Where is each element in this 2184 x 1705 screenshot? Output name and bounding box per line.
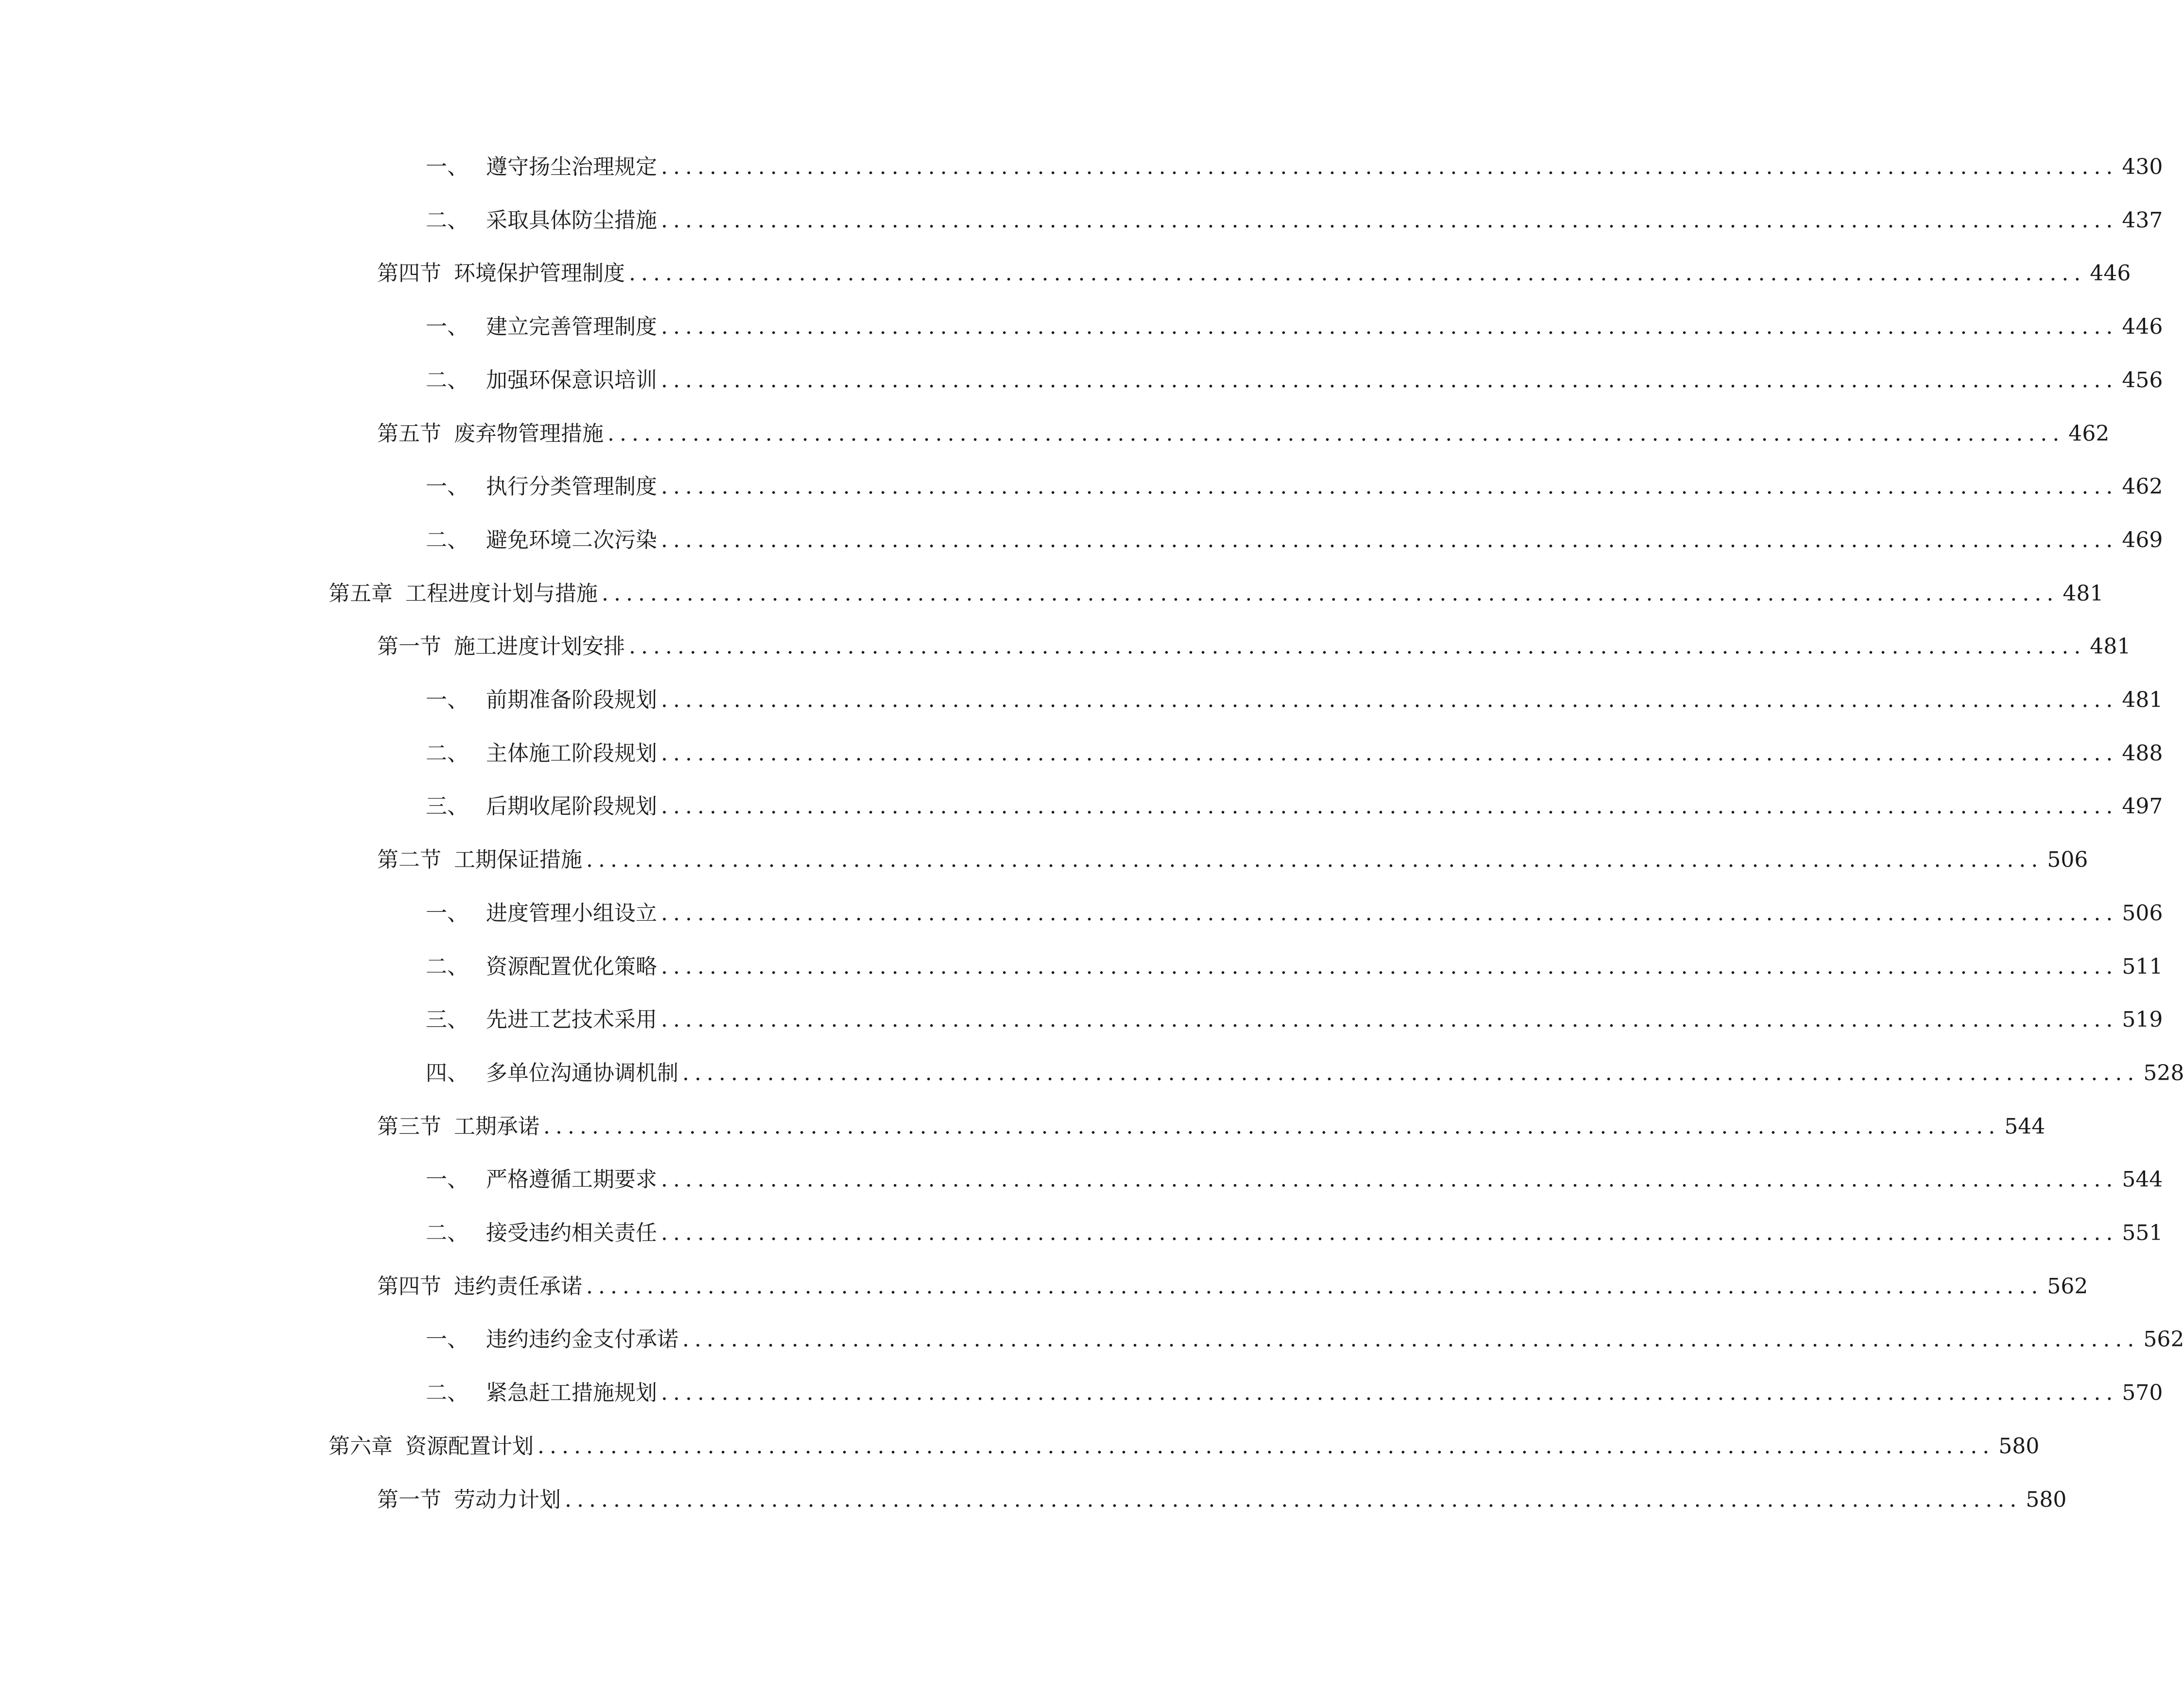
- toc-entry-label: [329, 574, 598, 613]
- toc-entry-number: 二、: [426, 954, 468, 979]
- toc-entry-number: 二、: [426, 741, 468, 766]
- toc-entry-page-number: 506: [2122, 901, 2163, 926]
- toc-entry-title: 遵守扬尘治理规定: [486, 155, 657, 179]
- toc-dot-leader: ........................................................................................................................: [661, 794, 2118, 819]
- toc-entry-title: 避免环境二次污染: [486, 528, 657, 552]
- toc-entry[interactable]: [0, 1054, 2184, 1093]
- toc-dot-leader: ........................................................................................................................: [602, 581, 2059, 606]
- toc-entry-label: [426, 1000, 657, 1039]
- toc-entry-number: 二、: [426, 208, 468, 233]
- toc-dot-leader: ........................................................................................................................: [537, 1434, 1995, 1459]
- toc-entry-number: 三、: [426, 1007, 468, 1032]
- toc-entry[interactable]: [0, 1000, 2163, 1039]
- toc-entry-number: 第四节: [377, 1274, 441, 1299]
- toc-entry-page-number: 481: [2122, 688, 2163, 712]
- toc-dot-leader: ........................................................................................................................: [682, 1061, 2140, 1085]
- toc-entry[interactable]: [0, 1320, 2184, 1359]
- toc-entry-label: [426, 521, 657, 560]
- toc-entry-page-number: 488: [2122, 741, 2163, 766]
- toc-entry-title: 工期保证措施: [454, 847, 582, 872]
- toc-entry-title: 多单位沟通协调机制: [486, 1061, 678, 1085]
- toc-entry[interactable]: [0, 894, 2163, 933]
- toc-entry-label: [377, 1107, 539, 1146]
- toc-entry-label: [377, 414, 604, 453]
- toc-entry-title: 建立完善管理制度: [486, 314, 657, 339]
- toc-entry[interactable]: [0, 254, 2131, 293]
- toc-entry-number: 二、: [426, 1221, 468, 1245]
- toc-entry[interactable]: [0, 414, 2110, 453]
- toc-entry-label: [329, 1427, 534, 1466]
- toc-dot-leader: ........................................................................................................................: [543, 1114, 2001, 1139]
- toc-entry[interactable]: [0, 1481, 2067, 1519]
- toc-dot-leader: ........................................................................................................................: [661, 1380, 2118, 1405]
- toc-entry-label: [426, 1214, 657, 1253]
- toc-entry-label: [426, 947, 657, 986]
- toc-entry-page-number: 562: [2143, 1327, 2184, 1352]
- toc-entry-title: 施工进度计划安排: [454, 634, 625, 659]
- toc-dot-leader: ........................................................................................................................: [661, 155, 2118, 179]
- toc-entry-page-number: 544: [2004, 1114, 2045, 1139]
- toc-entry-page-number: 469: [2122, 528, 2163, 552]
- toc-entry-label: [426, 787, 657, 826]
- toc-entry[interactable]: [0, 787, 2163, 826]
- toc-dot-leader: ........................................................................................................................: [661, 528, 2118, 552]
- toc-entry-label: [426, 201, 657, 240]
- toc-entry-page-number: 544: [2122, 1167, 2163, 1192]
- toc-entry-title: 工期承诺: [454, 1114, 539, 1139]
- toc-entry-number: 第六章: [329, 1434, 393, 1459]
- toc-entry-title: 紧急赶工措施规划: [486, 1380, 657, 1405]
- toc-dot-leader: ........................................................................................................................: [661, 954, 2118, 979]
- toc-entry-page-number: 562: [2047, 1274, 2088, 1299]
- toc-dot-leader: ........................................................................................................................: [629, 261, 2086, 286]
- toc-entry-label: [426, 361, 657, 400]
- toc-entry-number: 一、: [426, 1167, 468, 1192]
- toc-entry-number: 第一节: [377, 1487, 441, 1512]
- toc-entry-label: [377, 627, 625, 666]
- toc-entry[interactable]: [0, 467, 2163, 506]
- toc-entry[interactable]: [0, 308, 2163, 346]
- toc-dot-leader: ........................................................................................................................: [661, 901, 2118, 926]
- toc-entry-title: 严格遵循工期要求: [486, 1167, 657, 1192]
- toc-entry-page-number: 456: [2122, 368, 2163, 393]
- toc-entry-number: 一、: [426, 314, 468, 339]
- toc-entry[interactable]: [0, 627, 2131, 666]
- toc-dot-leader: ........................................................................................................................: [661, 314, 2118, 339]
- toc-entry-number: 四、: [426, 1061, 468, 1085]
- toc-entry-page-number: 519: [2122, 1007, 2163, 1032]
- toc-entry-title: 违约违约金支付承诺: [486, 1327, 678, 1352]
- toc-dot-leader: ........................................................................................................................: [565, 1487, 2022, 1512]
- toc-dot-leader: ........................................................................................................................: [661, 368, 2118, 393]
- toc-entry-title: 采取具体防尘措施: [486, 208, 657, 233]
- toc-entry-number: 二、: [426, 528, 468, 552]
- toc-entry-page-number: 570: [2122, 1380, 2163, 1405]
- toc-entry[interactable]: [0, 148, 2163, 187]
- toc-entry-page-number: 481: [2090, 634, 2131, 659]
- toc-dot-leader: ........................................................................................................................: [629, 634, 2086, 659]
- toc-entry-page-number: 506: [2047, 847, 2088, 872]
- toc-entry-title: 主体施工阶段规划: [486, 741, 657, 766]
- toc-entry-title: 先进工艺技术采用: [486, 1007, 657, 1032]
- toc-entry-label: [426, 1374, 657, 1412]
- toc-entry-label: [426, 1320, 678, 1359]
- toc-entry-number: 一、: [426, 474, 468, 499]
- toc-entry-label: [426, 1160, 657, 1199]
- toc-entry[interactable]: [0, 521, 2163, 560]
- toc-entry[interactable]: [0, 574, 2104, 613]
- toc-entry-label: [426, 308, 657, 346]
- toc-entry[interactable]: [0, 1427, 2040, 1466]
- toc-entry-label: [377, 1267, 582, 1306]
- toc-entry[interactable]: [0, 1160, 2163, 1199]
- toc-entry[interactable]: [0, 361, 2163, 400]
- toc-entry-label: [426, 148, 657, 187]
- toc-entry-title: 工程进度计划与措施: [405, 581, 598, 606]
- toc-entry-label: [377, 1481, 561, 1519]
- toc-entry-page-number: 481: [2063, 581, 2104, 606]
- toc-entry-title: 资源配置计划: [405, 1434, 534, 1459]
- toc-entry-title: 废弃物管理措施: [454, 421, 604, 446]
- toc-entry-page-number: 511: [2122, 954, 2163, 979]
- toc-entry-title: 资源配置优化策略: [486, 954, 657, 979]
- toc-entry[interactable]: [0, 947, 2163, 986]
- toc-entry-number: 第五节: [377, 421, 441, 446]
- toc-entry-page-number: 462: [2068, 421, 2110, 446]
- toc-dot-leader: ........................................................................................................................: [661, 688, 2118, 712]
- toc-entry-title: 执行分类管理制度: [486, 474, 657, 499]
- toc-entry-title: 接受违约相关责任: [486, 1221, 657, 1245]
- toc-entry-page-number: 497: [2122, 794, 2163, 819]
- toc-entry-number: 第二节: [377, 847, 441, 872]
- toc-entry-number: 第一节: [377, 634, 441, 659]
- toc-entry-number: 三、: [426, 794, 468, 819]
- toc-entry-title: 劳动力计划: [454, 1487, 561, 1512]
- toc-entry[interactable]: [0, 734, 2163, 773]
- toc-entry-title: 违约责任承诺: [454, 1274, 582, 1299]
- toc-entry-title: 环境保护管理制度: [454, 261, 625, 286]
- toc-entry-page-number: 551: [2122, 1221, 2163, 1245]
- toc-entry[interactable]: [0, 1214, 2163, 1253]
- toc-dot-leader: ........................................................................................................................: [661, 1221, 2118, 1245]
- toc-entry-number: 第三节: [377, 1114, 441, 1139]
- toc-dot-leader: ........................................................................................................................: [661, 1167, 2118, 1192]
- toc-entry[interactable]: [0, 1267, 2088, 1306]
- toc-entry-number: 第四节: [377, 261, 441, 286]
- toc-entry-label: [426, 894, 657, 933]
- toc-entry-number: 一、: [426, 901, 468, 926]
- toc-entry[interactable]: [0, 841, 2088, 879]
- toc-entry-number: 二、: [426, 1380, 468, 1405]
- toc-entry-page-number: 462: [2122, 474, 2163, 499]
- toc-entry-number: 一、: [426, 155, 468, 179]
- toc-entry-label: [426, 734, 657, 773]
- toc-entry-label: [377, 254, 625, 293]
- toc-dot-leader: ........................................................................................................................: [661, 208, 2118, 233]
- toc-entry[interactable]: [0, 201, 2163, 240]
- toc-entry-label: [426, 681, 657, 720]
- toc-entry-page-number: 580: [1998, 1434, 2040, 1459]
- toc-dot-leader: ........................................................................................................................: [586, 1274, 2044, 1299]
- toc-entry-title: 前期准备阶段规划: [486, 688, 657, 712]
- toc-entry-number: 第五章: [329, 581, 393, 606]
- toc-entry-number: 一、: [426, 688, 468, 712]
- toc-entry-title: 加强环保意识培训: [486, 368, 657, 393]
- toc-entry[interactable]: [0, 681, 2163, 720]
- toc-dot-leader: ........................................................................................................................: [661, 474, 2118, 499]
- toc-entry-title: 进度管理小组设立: [486, 901, 657, 926]
- toc-entry-number: 一、: [426, 1327, 468, 1352]
- toc-entry-page-number: 437: [2122, 208, 2163, 233]
- toc-entry-page-number: 430: [2122, 155, 2163, 179]
- toc-entry-page-number: 580: [2026, 1487, 2067, 1512]
- toc-entry[interactable]: [0, 1374, 2163, 1412]
- toc-dot-leader: ........................................................................................................................: [661, 741, 2118, 766]
- toc-entry-page-number: 528: [2143, 1061, 2184, 1085]
- toc-entry-page-number: 446: [2122, 314, 2163, 339]
- toc-entry-page-number: 446: [2090, 261, 2131, 286]
- toc-entry-number: 二、: [426, 368, 468, 393]
- toc-entry-label: [426, 467, 657, 506]
- toc-dot-leader: ........................................................................................................................: [682, 1327, 2140, 1352]
- toc-entry-label: [377, 841, 582, 879]
- toc-dot-leader: ........................................................................................................................: [586, 847, 2044, 872]
- toc-entry-label: [426, 1054, 678, 1093]
- toc-dot-leader: ........................................................................................................................: [607, 421, 2065, 446]
- toc-dot-leader: ........................................................................................................................: [661, 1007, 2118, 1032]
- toc-entry-title: 后期收尾阶段规划: [486, 794, 657, 819]
- toc-entry[interactable]: [0, 1107, 2045, 1146]
